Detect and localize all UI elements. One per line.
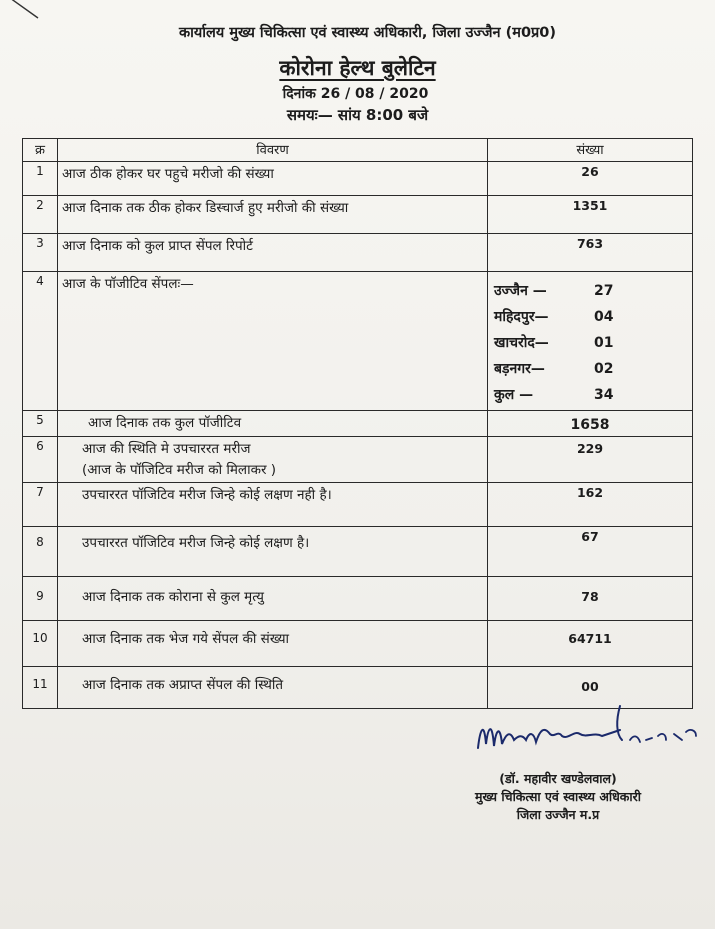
row-description: आज दिनाक तक कोराना से कुल मृत्यु [58, 577, 488, 621]
row-description: उपचाररत पॉजिटिव मरीज जिन्हे कोई लक्षण नही है। [58, 483, 488, 527]
row-description-line2: (आज के पॉजिटिव मरीज को मिलाकर ) [82, 462, 277, 478]
row-description: आज दिनाक को कुल प्राप्त सेंपल रिपोर्ट [58, 234, 488, 272]
row-count: 78 [488, 577, 693, 621]
breakdown-item [494, 278, 688, 304]
breakdown-place: बड़नगर— [494, 361, 545, 377]
row-serial: 8 [23, 527, 58, 577]
row-count: 64711 [488, 621, 693, 667]
col-header-serial: क्र [23, 139, 58, 162]
table-row [23, 411, 693, 437]
row-count: 1658 [488, 411, 693, 437]
breakdown-count: 34 [594, 387, 614, 403]
breakdown-item [494, 382, 688, 408]
breakdown-place: महिदपुर— [494, 309, 549, 325]
breakdown-item [494, 356, 688, 382]
row-description: आज ठीक होकर घर पहुचे मरीजो की संख्या [58, 162, 488, 196]
breakdown-place: कुल — [494, 387, 534, 403]
row-serial: 7 [23, 483, 58, 527]
table-header-row [23, 139, 693, 162]
breakdown-count: 04 [594, 309, 614, 325]
row-count: 229 [488, 437, 693, 483]
bulletin-table [22, 138, 693, 709]
row-count: 162 [488, 483, 693, 527]
row-serial: 4 [23, 272, 58, 411]
row-description: आज दिनाक तक ठीक होकर डिस्चार्ज हुए मरीजो की संख्या [58, 196, 488, 234]
row-serial: 10 [23, 621, 58, 667]
row-serial: 9 [23, 577, 58, 621]
row-count: 1351 [488, 196, 693, 234]
row-serial: 3 [23, 234, 58, 272]
col-header-count: संख्या [488, 139, 693, 162]
handwritten-signature [470, 700, 710, 760]
breakdown-place: खाचरोद— [494, 335, 549, 351]
table-row [23, 577, 693, 621]
row-description: उपचाररत पॉजिटिव मरीज जिन्हे कोई लक्षण है। [58, 527, 488, 577]
office-heading: कार्यालय मुख्य चिकित्सा एवं स्वास्थ्य अधिकारी, जिला उज्जैन (म0प्र0) [178, 25, 557, 41]
corner-pen-mark [8, 0, 42, 22]
row-description: आज दिनाक तक अप्राप्त सेंपल की स्थिति [58, 667, 488, 709]
row-serial: 1 [23, 162, 58, 196]
breakdown-item [494, 304, 688, 330]
row-count: 763 [488, 234, 693, 272]
signatory-name: (डॉ. महावीर खण्डेलवाल) [499, 771, 617, 786]
signatory-block [418, 770, 698, 824]
breakdown-count: 02 [594, 361, 614, 377]
table-row [23, 196, 693, 234]
positive-breakdown [488, 272, 693, 411]
signatory-designation: मुख्य चिकित्सा एवं स्वास्थ्य अधिकारी [475, 789, 641, 804]
table-row [23, 162, 693, 196]
bulletin-time: समयः— सांय 8:00 बजे [286, 106, 429, 124]
table-row [23, 437, 693, 483]
table-row [23, 621, 693, 667]
table-row [23, 234, 693, 272]
table-row-positive-samples [23, 272, 693, 411]
row-description: आज के पॉजीटिव सेंपलः— [58, 272, 488, 411]
row-serial: 11 [23, 667, 58, 709]
row-description: आज दिनाक तक भेज गये सेंपल की संख्या [58, 621, 488, 667]
row-serial: 6 [23, 437, 58, 483]
col-header-description: विवरण [58, 139, 488, 162]
table-row [23, 483, 693, 527]
signatory-district: जिला उज्जैन म.प्र [516, 807, 600, 822]
bulletin-date: दिनांक 26 / 08 / 2020 [282, 86, 429, 102]
row-description [58, 437, 488, 483]
breakdown-count: 01 [594, 335, 614, 351]
bulletin-title: कोरोना हेल्थ बुलेटिन [279, 56, 436, 80]
row-count: 26 [488, 162, 693, 196]
row-serial: 5 [23, 411, 58, 437]
breakdown-item [494, 330, 688, 356]
breakdown-place: उज्जैन — [494, 283, 547, 299]
row-count: 67 [488, 527, 693, 577]
breakdown-count: 27 [594, 283, 614, 299]
row-serial: 2 [23, 196, 58, 234]
row-description-line1: आज की स्थिति मे उपचाररत मरीज [82, 441, 251, 457]
table-row [23, 527, 693, 577]
row-description: आज दिनाक तक कुल पॉजीटिव [58, 411, 488, 437]
row-count: 00 [488, 667, 693, 709]
